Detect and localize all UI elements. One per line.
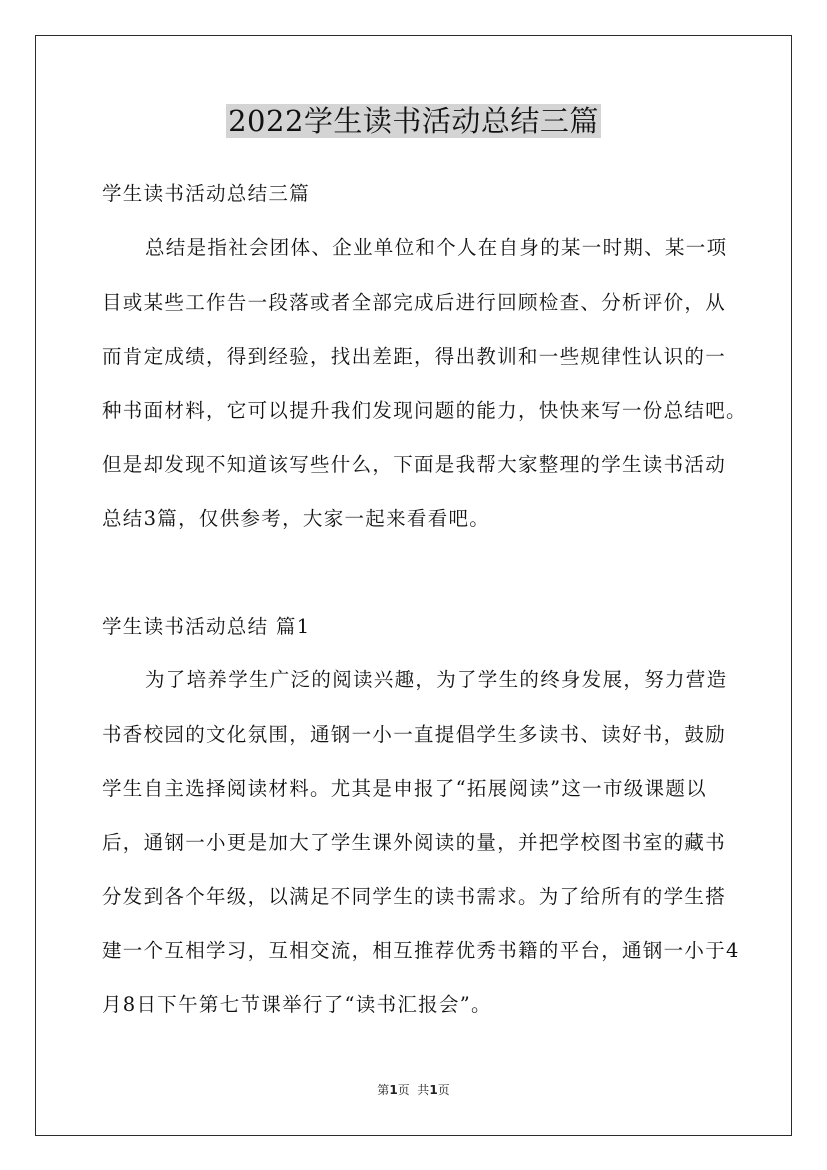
document-title	[0, 100, 827, 142]
section-line-2: 书香校园的文化氛围，通钢一小一直提倡学生多读书、读好书，鼓励	[102, 723, 727, 746]
section-line-4: 后，通钢一小更是加大了学生课外阅读的量，并把学校图书室的藏书	[102, 831, 727, 854]
intro-line-5: 但是却发现不知道该写些什么，下面是我帮大家整理的学生读书活动	[102, 453, 727, 476]
section-line-6: 建一个互相学习，互相交流，相互推荐优秀书籍的平台，通钢一小于4	[102, 939, 740, 962]
document-subtitle: 学生读书活动总结三篇	[102, 182, 311, 205]
intro-line-3: 而肯定成绩，得到经验，找出差距，得出教训和一些规律性认识的一	[102, 345, 727, 368]
footer-page-total: 1	[429, 1083, 438, 1097]
document-title-text: 2022学生读书活动总结三篇	[228, 104, 599, 138]
section-line-3: 学生自主选择阅读材料。尤其是申报了“拓展阅读”这一市级课题以	[102, 777, 707, 800]
intro-line-1: 总结是指社会团体、企业单位和个人在自身的某一时期、某一项	[145, 236, 728, 259]
footer-page-mid: 页 共	[397, 1083, 430, 1097]
footer-page-prefix: 第	[377, 1083, 390, 1097]
page-footer	[0, 1081, 827, 1099]
footer-page-number: 1	[389, 1083, 398, 1097]
intro-line-4: 种书面材料，它可以提升我们发现问题的能力，快快来写一份总结吧。	[102, 399, 747, 422]
section-heading: 学生读书活动总结 篇1	[102, 615, 311, 638]
section-line-1: 为了培养学生广泛的阅读兴趣，为了学生的终身发展，努力营造	[145, 668, 728, 691]
section-line-7: 月8日下午第七节课举行了“读书汇报会”。	[102, 993, 492, 1016]
intro-line-6: 总结3篇，仅供参考，大家一起来看看吧。	[102, 507, 491, 530]
intro-line-2: 目或某些工作告一段落或者全部完成后进行回顾检查、分析评价，从	[102, 291, 727, 314]
footer-page-suffix: 页	[437, 1083, 450, 1097]
section-line-5: 分发到各个年级，以满足不同学生的读书需求。为了给所有的学生搭	[102, 885, 727, 908]
